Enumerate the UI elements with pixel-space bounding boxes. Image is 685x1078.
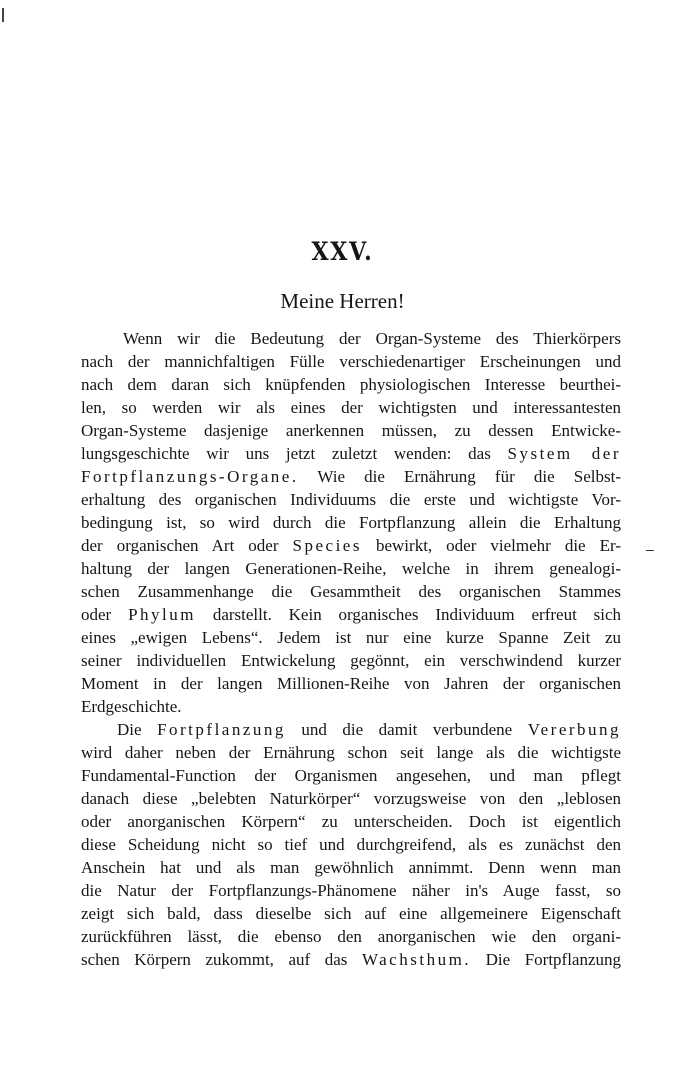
emphasized-term: Fortpflanzungs-Organe. (81, 467, 299, 486)
text-line: der organischen Art oder Species bewirkt, oder vielmehr die Er- (81, 536, 621, 555)
text-line: Moment in der langen Millionen-Reihe von Jahren der organischen (81, 674, 621, 693)
emphasized-term: Fortpflanzung (157, 720, 286, 739)
text-line: Organ-Systeme dasjenige anerkennen müssen, zu dessen Entwicke- (81, 421, 621, 440)
text-line: lungsgeschichte wir uns jetzt zuletzt wenden: das System der (81, 444, 621, 463)
text-line: wird daher neben der Ernährung schon seit lange als die wichtigste (81, 743, 621, 762)
text-line: oder anorganischen Körpern“ zu unterscheiden. Doch ist eigentlich (81, 812, 621, 831)
margin-tick-mark (2, 8, 4, 22)
chapter-heading: XXV. (311, 237, 374, 266)
salutation: Meine Herren! (280, 289, 405, 313)
text-line: schen Körpern zukommt, auf das Wachsthum. Die Fortpflanzung (81, 950, 622, 969)
text-line: nach der mannichfaltigen Fülle verschiedenartiger Erscheinungen und (81, 352, 621, 371)
emphasized-term: Phylum (128, 605, 196, 624)
text-line: erhaltung des organischen Individuums die erste und wichtigste Vor- (81, 490, 621, 509)
text-line: seiner individuellen Entwickelung gegönnt, ein verschwindend kurzer (81, 651, 621, 670)
text-line: schen Zusammenhange die Gesammtheit des organischen Stammes (81, 582, 621, 601)
text-line: zeigt sich bald, dass dieselbe sich auf eine allgemeinere Eigenschaft (81, 904, 621, 923)
text-line: len, so werden wir als eines der wichtigsten und interessantesten (81, 398, 621, 417)
text-line: Wenn wir die Bedeutung der Organ-Systeme des Thierkörpers (123, 329, 621, 348)
text-line: danach diese „belebten Naturkörper“ vorzugsweise von den „leblosen (81, 789, 621, 808)
emphasized-term: Species (292, 536, 362, 555)
text-line: eines „ewigen Lebens“. Jedem ist nur eine kurze Spanne Zeit zu (81, 628, 621, 647)
margin-dash-mark: – (646, 541, 654, 557)
text-line: Die Fortpflanzung und die damit verbundene Vererbung (117, 720, 622, 739)
text-line: Erdgeschichte. (81, 697, 182, 716)
text-line: haltung der langen Generationen-Reihe, welche in ihrem genealogi- (81, 559, 621, 578)
text-line: Fortpflanzungs-Organe. Wie die Ernährung für die Selbst- (81, 467, 621, 486)
text-line: oder Phylum darstellt. Kein organisches Individuum erfreut sich (81, 605, 622, 624)
text-line: diese Scheidung nicht so tief und durchgreifend, als es zunächst den (81, 835, 621, 854)
emphasized-term: Wachsthum. (361, 950, 472, 969)
text-line: die Natur der Fortpflanzungs-Phänomene näher in's Auge fasst, so (81, 881, 621, 900)
text-line: Fundamental-Function der Organismen angesehen, und man pflegt (81, 766, 621, 785)
text-line: bedingung ist, so wird durch die Fortpflanzung allein die Erhaltung (81, 513, 621, 532)
text-line: zurückführen lässt, die ebenso den anorganischen wie den organi- (81, 927, 621, 946)
body-text (81, 327, 621, 971)
emphasized-term: System der (507, 444, 621, 463)
emphasized-term: Vererbung (527, 720, 622, 739)
text-line: nach dem daran sich knüpfenden physiologischen Interesse beurthei- (81, 375, 621, 394)
text-line: Anschein hat und als man gewöhnlich annimmt. Denn wenn man (81, 858, 621, 877)
